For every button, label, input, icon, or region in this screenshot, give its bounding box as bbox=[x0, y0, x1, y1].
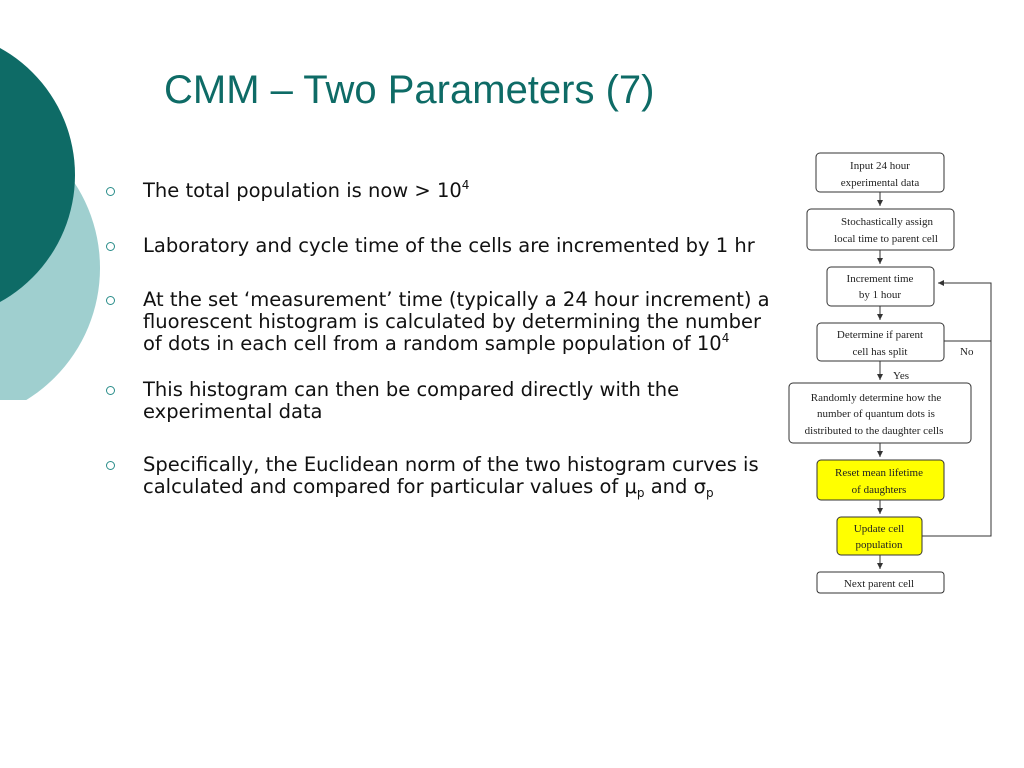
flow-step-text: Next parent cell bbox=[843, 578, 915, 590]
flow-step-text: local time to parent cell bbox=[834, 233, 938, 245]
flow-step-text: by 1 hour bbox=[858, 289, 902, 301]
flow-step-text: experimental data bbox=[840, 177, 920, 189]
bullet-marker-icon bbox=[106, 461, 115, 470]
slide-title: CMM – Two Parameters (7) bbox=[164, 68, 655, 112]
bullet-superscript: 4 bbox=[721, 331, 730, 345]
flow-step-text: of daughters bbox=[851, 484, 907, 496]
bullet-text: The total population is now > 10 bbox=[143, 179, 462, 202]
bullet-item bbox=[104, 289, 776, 355]
bullet-text-continued: and σ bbox=[644, 475, 706, 498]
flow-yes-label: Yes bbox=[893, 370, 910, 382]
bullet-marker-icon bbox=[106, 242, 115, 251]
flow-step-text: Update cell bbox=[853, 523, 905, 535]
bullet-item bbox=[104, 235, 776, 257]
flow-no-label: No bbox=[960, 346, 974, 358]
bullet-item bbox=[104, 379, 776, 423]
bullet-subscript: p bbox=[636, 486, 645, 500]
flow-step-text: cell has split bbox=[852, 346, 908, 358]
bullet-marker-icon bbox=[106, 386, 115, 395]
flow-step-text: Increment time bbox=[846, 273, 914, 285]
bullet-item bbox=[104, 454, 776, 498]
flow-step-text: Stochastically assign bbox=[841, 216, 933, 228]
bullet-text: At the set ‘measurement’ time (typically a 24 hour increment) a fluorescent histogram is calculated by determining the number of dots in each cell from a random sample population of 10 bbox=[143, 288, 770, 355]
bullet-marker-icon bbox=[106, 187, 115, 196]
flow-step-text: Input 24 hour bbox=[850, 160, 910, 172]
flow-step-text: distributed to the daughter cells bbox=[804, 425, 944, 437]
bullet-text: This histogram can then be compared directly with the experimental data bbox=[143, 378, 680, 423]
flow-step-text: Determine if parent bbox=[836, 329, 924, 341]
bullet-text: Specifically, the Euclidean norm of the two histogram curves is calculated and compared for particular values of μ bbox=[143, 453, 759, 498]
flow-step-text: number of quantum dots is bbox=[817, 408, 935, 420]
bullet-text: Laboratory and cycle time of the cells are incremented by 1 hr bbox=[143, 234, 755, 257]
bullet-superscript: 4 bbox=[461, 178, 470, 192]
bullet-item bbox=[104, 180, 776, 202]
flow-step-text: population bbox=[855, 539, 903, 551]
flow-step-text: Reset mean lifetime bbox=[835, 467, 923, 479]
flow-step-text: Randomly determine how the bbox=[810, 392, 942, 404]
bullet-subscript: p bbox=[705, 486, 714, 500]
bullet-list bbox=[104, 180, 776, 498]
bullet-marker-icon bbox=[106, 296, 115, 305]
flowchart bbox=[780, 140, 1020, 600]
